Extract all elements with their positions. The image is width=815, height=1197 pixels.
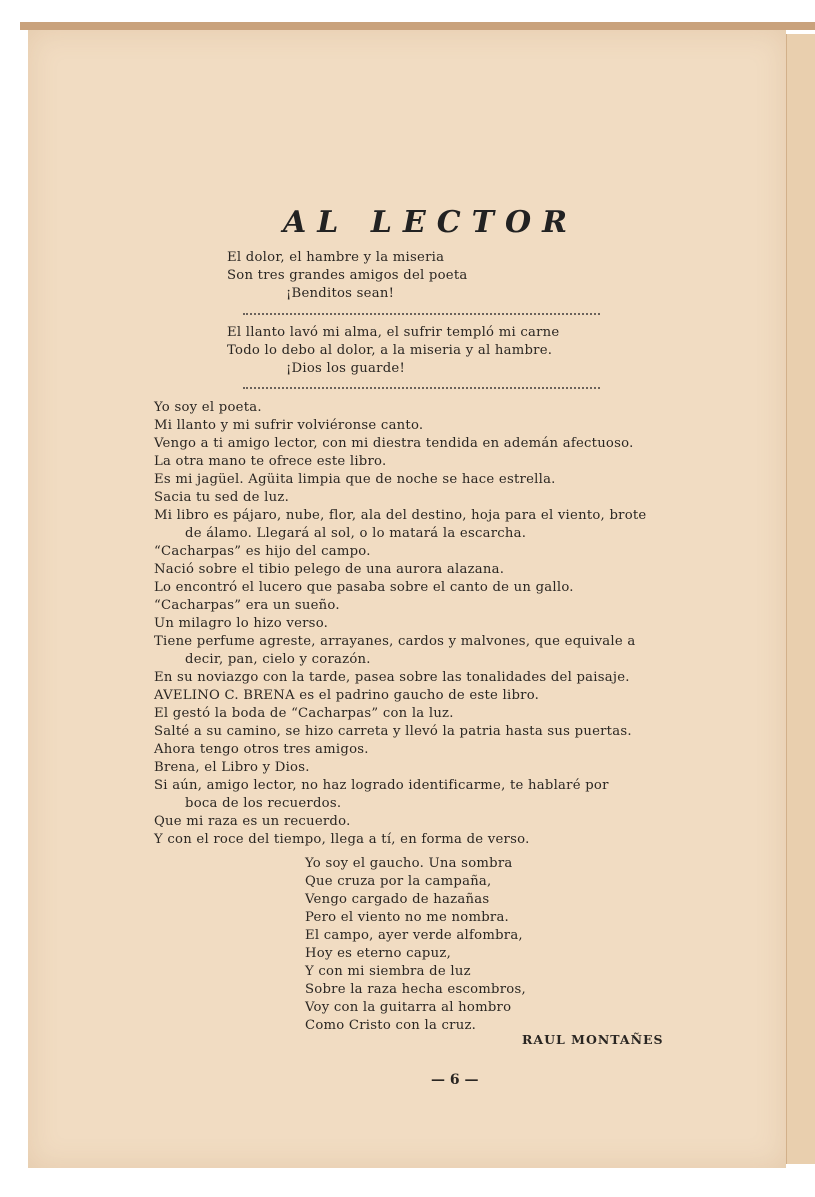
epigraph-line: ¡Benditos sean! — [286, 286, 395, 301]
poem-line: Yo soy el gaucho. Una sombra — [305, 856, 513, 871]
body-line: Si aún, amigo lector, no haz logrado identificarme, te hablaré por — [154, 778, 609, 793]
book-top-edge — [20, 22, 815, 30]
dotted-separator — [243, 387, 600, 389]
body-line: Brena, el Libro y Dios. — [154, 760, 310, 775]
body-line: En su noviazgo con la tarde, pasea sobre las tonalidades del paisaje. — [154, 670, 630, 685]
epigraph-line: El dolor, el hambre y la miseria — [227, 250, 445, 265]
poem-line: Pero el viento no me nombra. — [305, 910, 509, 925]
body-line: Lo encontró el lucero que pasaba sobre el canto de un gallo. — [154, 580, 574, 595]
poem-line: Vengo cargado de hazañas — [305, 892, 490, 907]
epigraph-line: Todo lo debo al dolor, a la miseria y al hambre. — [227, 343, 553, 358]
body-line: Es mi jagüel. Agüita limpia que de noche se hace estrella. — [154, 472, 556, 487]
body-line: La otra mano te ofrece este libro. — [154, 454, 387, 469]
body-line: Yo soy el poeta. — [154, 400, 262, 415]
poem-line: Voy con la guitarra al hombro — [305, 1000, 512, 1015]
body-line: Ahora tengo otros tres amigos. — [154, 742, 369, 757]
body-line: Vengo a ti amigo lector, con mi diestra tendida en ademán afectuoso. — [154, 436, 634, 451]
poem-line: Sobre la raza hecha escombros, — [305, 982, 526, 997]
poem-line: Que cruza por la campaña, — [305, 874, 492, 889]
body-line: Salté a su camino, se hizo carreta y llevó la patria hasta sus puertas. — [154, 724, 632, 739]
page-title: AL LECTOR — [283, 205, 579, 240]
poem-line: Y con mi siembra de luz — [305, 964, 471, 979]
body-line: El gestó la boda de “Cacharpas” con la luz. — [154, 706, 454, 721]
epigraph-line: ¡Dios los guarde! — [286, 361, 406, 376]
poem-line: Como Cristo con la cruz. — [305, 1018, 477, 1033]
body-line: Nació sobre el tibio pelego de una aurora alazana. — [154, 562, 505, 577]
body-line: decir, pan, cielo y corazón. — [185, 652, 371, 667]
body-line: Un milagro lo hizo verso. — [154, 616, 329, 631]
body-line: “Cacharpas” era un sueño. — [154, 598, 340, 613]
body-line: Tiene perfume agreste, arrayanes, cardos y malvones, que equivale a — [154, 634, 636, 649]
dotted-separator — [243, 313, 600, 315]
body-line: Mi llanto y mi sufrir volviéronse canto. — [154, 418, 424, 433]
poem-line: Hoy es eterno capuz, — [305, 946, 452, 961]
page-number: — 6 — — [431, 1072, 479, 1088]
body-line: Sacia tu sed de luz. — [154, 490, 290, 505]
body-line: “Cacharpas” es hijo del campo. — [154, 544, 371, 559]
body-line: Mi libro es pájaro, nube, flor, ala del destino, hoja para el viento, brote — [154, 508, 647, 523]
next-page-edge — [786, 34, 815, 1164]
body-line: Que mi raza es un recuerdo. — [154, 814, 351, 829]
poem-line: El campo, ayer verde alfombra, — [305, 928, 523, 943]
author-signature: RAUL MONTAÑES — [522, 1032, 664, 1047]
epigraph-line: Son tres grandes amigos del poeta — [227, 268, 468, 283]
body-line: boca de los recuerdos. — [185, 796, 342, 811]
body-line: AVELINO C. BRENA es el padrino gaucho de este libro. — [154, 688, 540, 703]
body-line: de álamo. Llegará al sol, o lo matará la escarcha. — [185, 526, 527, 541]
epigraph-line: El llanto lavó mi alma, el sufrir templó mi carne — [227, 325, 560, 340]
body-line: Y con el roce del tiempo, llega a tí, en forma de verso. — [154, 832, 530, 847]
